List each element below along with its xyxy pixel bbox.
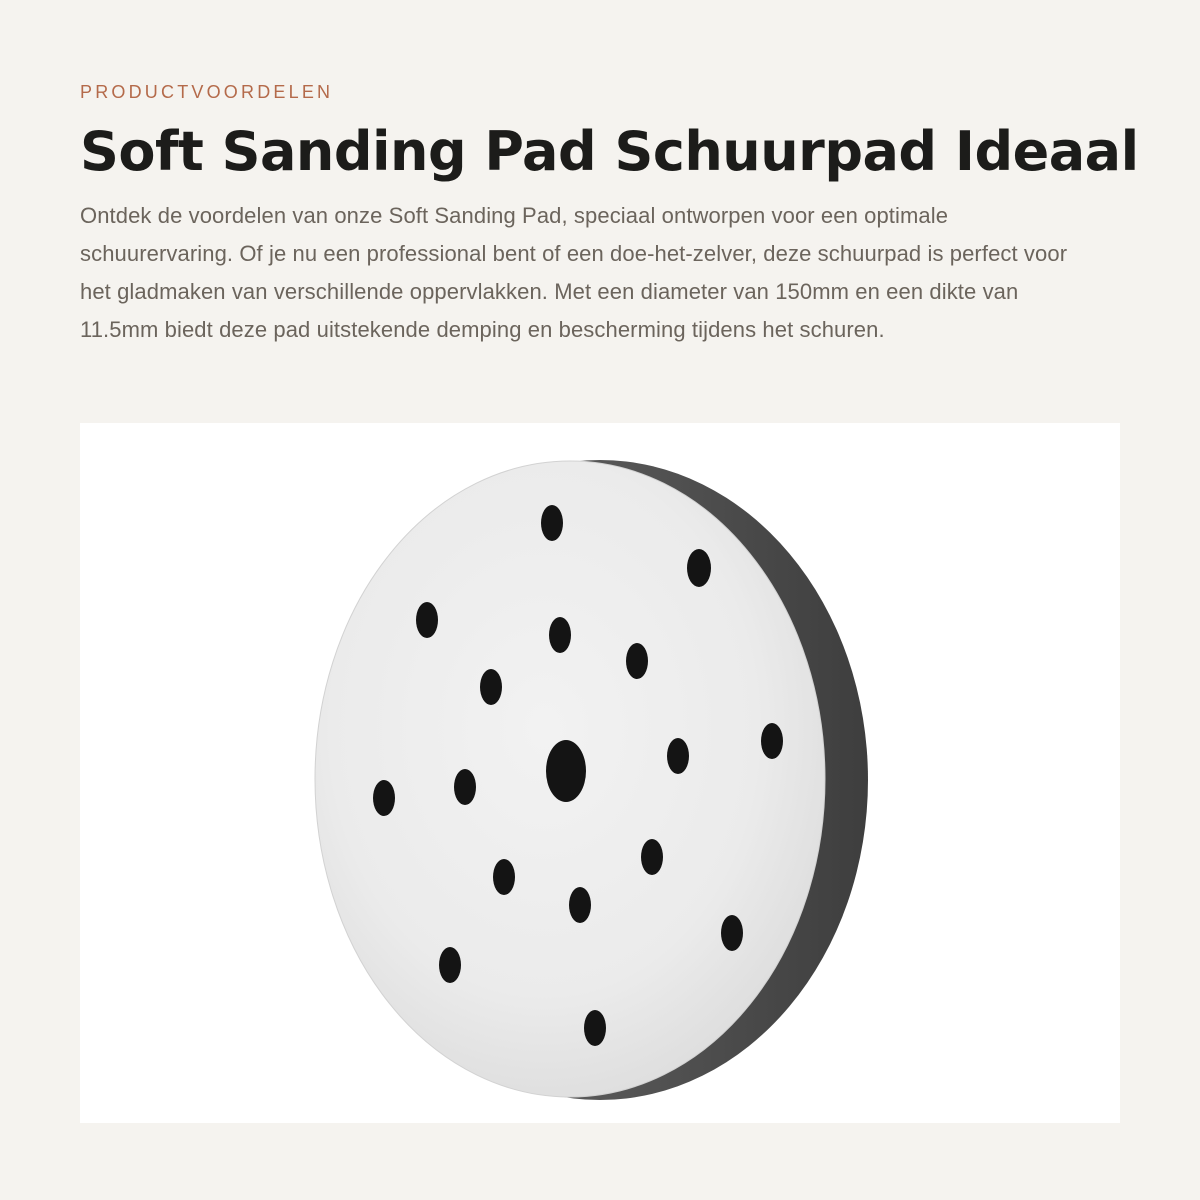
- dust-hole: [721, 915, 743, 951]
- section-eyebrow: PRODUCTVOORDELEN: [80, 82, 334, 102]
- dust-hole: [541, 505, 563, 541]
- dust-hole: [687, 549, 711, 587]
- dust-hole: [626, 643, 648, 679]
- dust-hole: [480, 669, 502, 705]
- center-hole: [546, 740, 586, 802]
- dust-hole: [493, 859, 515, 895]
- dust-hole: [667, 738, 689, 774]
- dust-hole: [454, 769, 476, 805]
- dust-hole: [549, 617, 571, 653]
- dust-hole: [569, 887, 591, 923]
- sanding-pad-illustration: [80, 423, 1120, 1123]
- dust-hole: [373, 780, 395, 816]
- dust-hole: [439, 947, 461, 983]
- section-title: Soft Sanding Pad Schuurpad Ideaal: [80, 120, 1139, 183]
- dust-hole: [416, 602, 438, 638]
- dust-hole: [584, 1010, 606, 1046]
- section-description: Ontdek de voordelen van onze Soft Sanding Pad, speciaal ontworpen voor een optimale schuurervaring. Of je nu een professional bent of een doe-het-zelver, deze schuurpad is perfect voor het gladmaken van verschillende oppervlakken. Met een diameter van 150mm en een dikte van 11.5mm biedt deze pad uitstekende demping en bescherming tijdens het schuren.: [80, 203, 1068, 342]
- dust-hole: [641, 839, 663, 875]
- product-image: [80, 423, 1120, 1123]
- dust-hole: [761, 723, 783, 759]
